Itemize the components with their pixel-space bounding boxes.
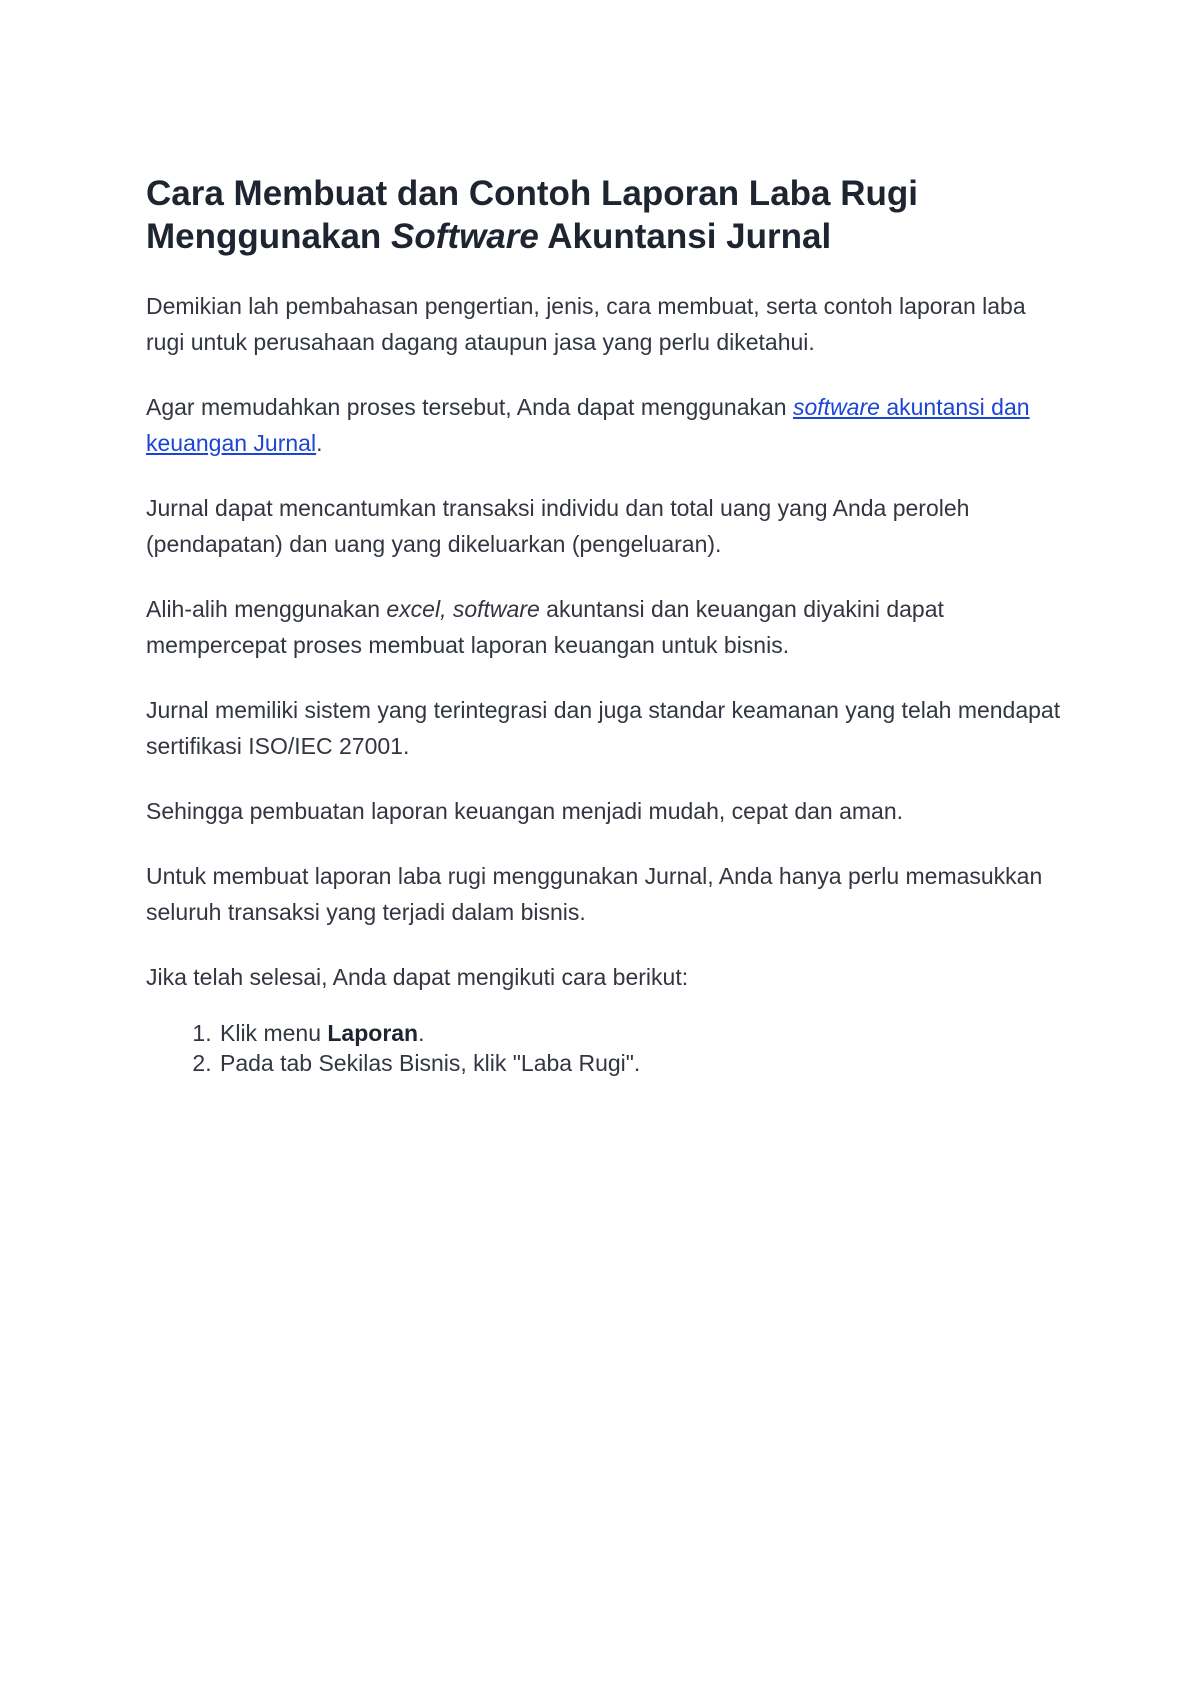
paragraph-security: Jurnal memiliki sistem yang terintegrasi dan juga standar keamanan yang telah mendapat sertifikasi ISO/IEC 27001. [146, 697, 1061, 759]
software-akuntansi-link[interactable]: software akuntansi dan keuangan Jurnal [146, 394, 1030, 456]
paragraph-steps-intro: Jika telah selesai, Anda dapat mengikuti cara berikut: [146, 964, 689, 990]
paragraph-software-link: Agar memudahkan proses tersebut, Anda dapat menggunakan software akuntansi dan keuangan Jurnal. [146, 394, 1030, 456]
paragraph-input-transactions: Untuk membuat laporan laba rugi menggunakan Jurnal, Anda hanya perlu memasukkan seluruh transaksi yang terjadi dalam bisnis. [146, 863, 1043, 925]
list-item: 1. Klik menu Laporan. [218, 1018, 1066, 1048]
list-item: 2. Pada tab Sekilas Bisnis, klik "Laba Rugi". [218, 1048, 1066, 1078]
paragraph-excel: Alih-alih menggunakan excel, software akuntansi dan keuangan diyakini dapat mempercepat proses membuat laporan keuangan untuk bisnis. [146, 596, 944, 658]
paragraph-transactions: Jurnal dapat mencantumkan transaksi individu dan total uang yang Anda peroleh (pendapatan) dan uang yang dikeluarkan (pengeluaran). [146, 495, 970, 557]
title-italic: Software [391, 217, 539, 256]
paragraph-intro: Demikian lah pembahasan pengertian, jenis, cara membuat, serta contoh laporan laba rugi untuk perusahaan dagang ataupun jasa yang perlu diketahui. [146, 293, 1026, 355]
document-page [146, 172, 1066, 1078]
paragraph-easy: Sehingga pembuatan laporan keuangan menjadi mudah, cepat dan aman. [146, 798, 904, 824]
steps-list [146, 1018, 1066, 1078]
article-title: Cara Membuat dan Contoh Laporan Laba Rugi Menggunakan Software Akuntansi Jurnal [146, 174, 918, 256]
